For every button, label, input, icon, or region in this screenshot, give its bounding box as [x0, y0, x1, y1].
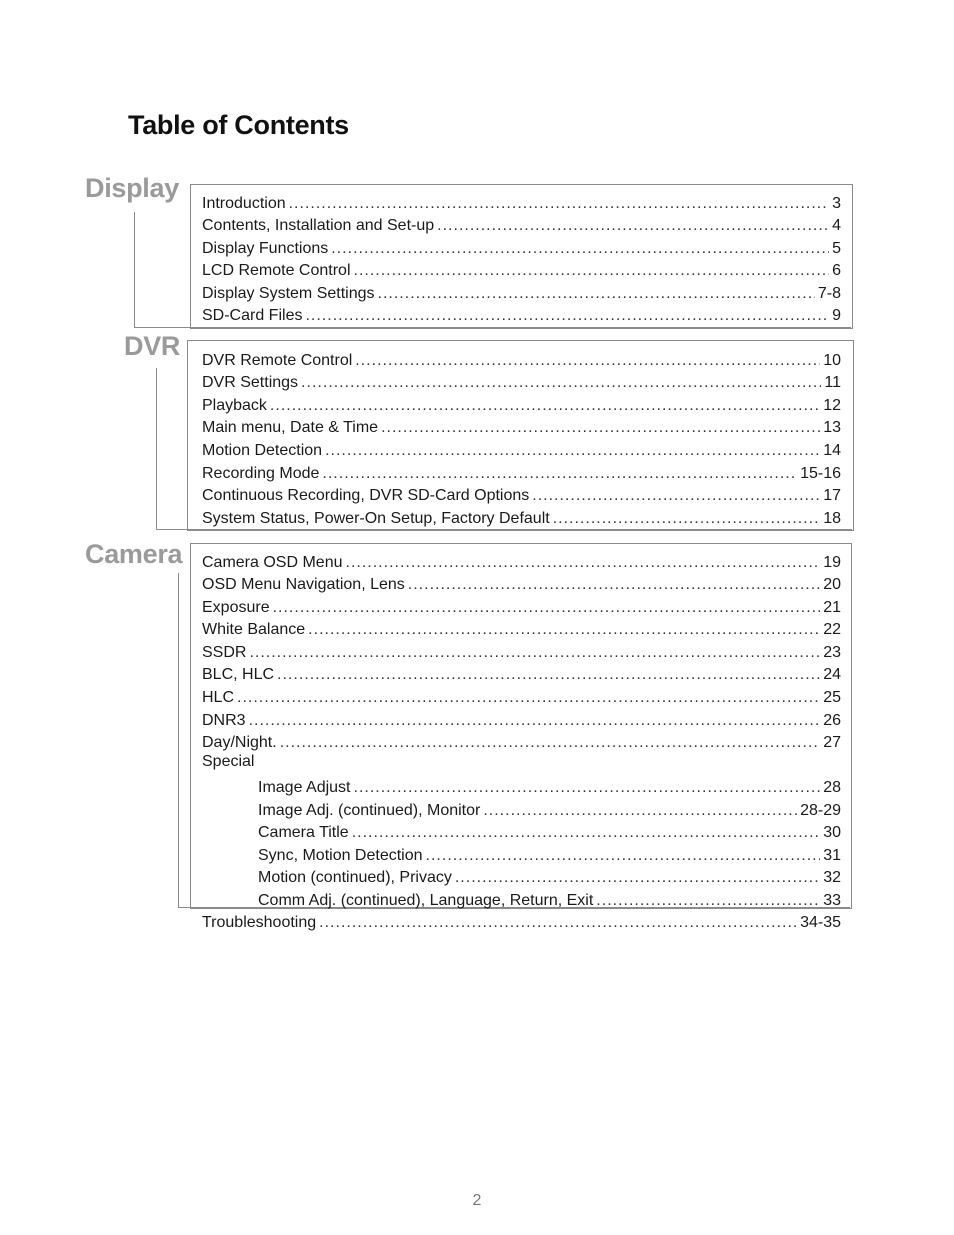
toc-entry-image-adjust[interactable]: Image Adjust ..... 28	[258, 775, 841, 797]
toc-entry-dvr-remote[interactable]: DVR Remote Control ..... 10	[202, 348, 841, 370]
toc-entry-camera-osd-menu[interactable]: Camera OSD Menu ..... 19	[202, 550, 841, 572]
toc-entry-display-functions[interactable]: Display Functions ..... 5	[202, 236, 841, 258]
toc-entry-white-balance[interactable]: White Balance ..... 22	[202, 617, 841, 639]
toc-entry-playback[interactable]: Playback ..... 12	[202, 393, 841, 415]
toc-entry-dvr-settings[interactable]: DVR Settings ..... 11	[202, 370, 841, 392]
toc-entry-camera-title[interactable]: Camera Title ..... 30	[258, 820, 841, 842]
display-section-bottom	[134, 327, 851, 328]
camera-section-bracket	[178, 573, 179, 908]
toc-entry-day-night[interactable]: Day/Night. ..... 27	[202, 730, 841, 752]
dvr-section-bracket	[156, 368, 157, 530]
special-heading: Special	[202, 753, 255, 770]
toc-entry-osd-navigation-lens[interactable]: OSD Menu Navigation, Lens ..... 20	[202, 572, 841, 594]
toc-entry-dnr3[interactable]: DNR3 ..... 26	[202, 708, 841, 730]
display-section-bracket	[134, 212, 135, 328]
toc-entry-contents-installation[interactable]: Contents, Installation and Set-up ..... 4	[202, 213, 841, 235]
toc-entry-ssdr[interactable]: SSDR ..... 23	[202, 640, 841, 662]
page-title: Table of Contents	[128, 110, 349, 140]
toc-entry-sd-card-files[interactable]: SD-Card Files ..... 9	[202, 303, 841, 325]
section-label-camera: Camera	[85, 539, 183, 569]
toc-entry-introduction[interactable]: Introduction ..... 3	[202, 191, 841, 213]
toc-entry-display-system-settings[interactable]: Display System Settings ..... 7-8	[202, 281, 841, 303]
section-label-display: Display	[85, 173, 179, 203]
toc-entry-motion-detection[interactable]: Motion Detection ..... 14	[202, 438, 841, 460]
toc-entry-continuous-recording[interactable]: Continuous Recording, DVR SD-Card Options ..... 17	[202, 483, 841, 505]
toc-entry-lcd-remote[interactable]: LCD Remote Control ..... 6	[202, 258, 841, 280]
toc-entry-hlc[interactable]: HLC ..... 25	[202, 685, 841, 707]
toc-entry-troubleshooting[interactable]: Troubleshooting ..... 34-35	[202, 910, 841, 932]
toc-entry-main-menu-date-time[interactable]: Main menu, Date & Time ..... 13	[202, 415, 841, 437]
page-number: 2	[472, 1192, 482, 1209]
toc-entry-recording-mode[interactable]: Recording Mode ..... 15-16	[202, 461, 841, 483]
toc-entry-comm-adj[interactable]: Comm Adj. (continued), Language, Return, Exit ..... 33	[258, 888, 841, 910]
toc-entry-system-status[interactable]: System Status, Power-On Setup, Factory Default ..... 18	[202, 506, 841, 528]
section-label-dvr: DVR	[124, 331, 181, 361]
toc-entry-exposure[interactable]: Exposure ..... 21	[202, 595, 841, 617]
dvr-section-bottom	[156, 529, 852, 530]
toc-entry-sync-motion[interactable]: Sync, Motion Detection ..... 31	[258, 843, 841, 865]
toc-entry-blc-hlc[interactable]: BLC, HLC ..... 24	[202, 662, 841, 684]
toc-entry-image-adj-monitor[interactable]: Image Adj. (continued), Monitor ..... 28-29	[258, 798, 841, 820]
toc-entry-motion-privacy[interactable]: Motion (continued), Privacy ..... 32	[258, 865, 841, 887]
